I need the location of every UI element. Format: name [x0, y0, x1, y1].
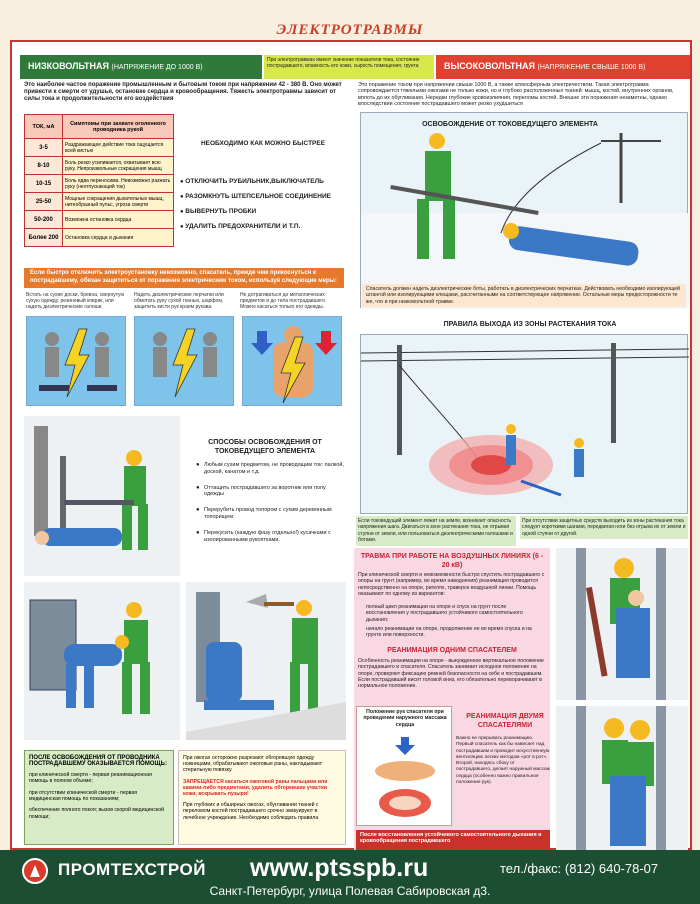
tip-boots: Встать на сухие доски, бревна, свернутую сухую одежду, резиновый коврик, или надеть диэлектрические галоши.: [26, 292, 125, 310]
after-help-box: [24, 750, 174, 845]
poster-title: ЭЛЕКТРОТРАВМЫ: [276, 22, 424, 38]
table-row: [25, 229, 174, 247]
illustration-step-zone: [360, 334, 688, 514]
one-rescuer-title: РЕАНИМАЦИЯ ОДНИМ СПАСАТЕЛЕМ: [387, 647, 517, 654]
final-banner: После восстановления устойчивого самостоятельного дыхания и кровообращения пострадавшего: [356, 830, 550, 850]
exit-right-text: При отсутствии защитных средств выходить из зоны растекания тока следует короткими шагами, передвигая ноги без отрыва их от земли и одной ступни от другой.: [520, 516, 688, 539]
illustration-axe: [186, 582, 346, 740]
burns-evac: При глубоких и обширных ожогах, обугливании тканей с переломом костей пострадавшего срочно эвакуируют в лечебное учреждение. Необходимо соблюдать правила: [183, 802, 319, 821]
exit-title: ПРАВИЛА ВЫХОДА ИЗ ЗОНЫ РАСТЕКАНИЯ ТОКА: [443, 321, 617, 328]
lines-text: При клинической смерти и невозможности быстро спустить пострадавшего с опоры на грунт (например, во время наводнения) реанимация проводится непосредственно на опоре, ригелях, траверсе воздушной линии. Помощь оказывают по одному из вариантов:: [358, 572, 545, 597]
burns-warning: ЗАПРЕЩАЕТСЯ касаться ожоговой раны пальцами или какими-либо предметами, удалять обгоревшие участки кожи, вскрывать пузыри!: [183, 778, 328, 798]
action-item: ● УДАЛИТЬ ПРЕДОХРАНИТЕЛИ И Т.П.: [180, 223, 346, 230]
one-rescuer-text: Особенность реанимации на опоре - вынужденное вертикальное положение пострадавшего и спасателя. Спасатель занимает исходное положение на опоре, проверяет фиксацию ремней безопасности на себе и пострадавшем. Если пострадавший висит головой вниз, его обязательно переворачивают в нормальное положение.: [358, 658, 544, 690]
table-row: [25, 193, 174, 211]
after-help-item: при клинической смерти - первая реанимационная помощь в полном объеме;: [29, 771, 152, 785]
high-voltage-subtitle: (НАПРЯЖЕНИЕ СВЫШЕ 1000 В): [537, 64, 646, 71]
high-intro: Это поражение током при напряжении свыше 1000 В, а также атмосферным электричеством. Такая электротравма сопровождается тяжелыми ожогами не только кожи, но и глубоко расположенных тканей: мышц, костей, внутренних органов, вплоть до их обугливания. Нередки глубокие кровоизлияния, переломы костей. Внешне эти поражения незаметны, однако впоследствии состояние пострадавшего может резко ухудшиться: [358, 82, 674, 108]
company-name: ПРОМТЕХСТРОЙ: [58, 860, 206, 879]
method-item: ● Оттащить пострадавшего за воротник или полу одежды: [196, 485, 346, 499]
table-header-symptoms: Симптомы при захвате оголенного проводника рукой: [63, 115, 174, 139]
table-row: [25, 139, 174, 157]
high-voltage-title: ВЫСОКОВОЛЬТНАЯ: [444, 61, 535, 71]
warning-banner: Если быстро отключить электроустановку невозможно, спасатель, прежде чем прикоснуться к пострадавшему, обязан защититься от поражения электрическим током, используя следующие меры:: [24, 268, 344, 288]
low-voltage-title: НИЗКОВОЛЬТНАЯ: [28, 61, 109, 71]
table-cell-symptom: Остановка сердца и дыхания: [63, 229, 174, 247]
table-cell-symptom: Боль резко усиливается, охватывает всю руку. Непроизвольные сокращения мышц: [63, 157, 174, 175]
gloves-icon: [135, 317, 235, 407]
action-item: ● ВЫВЕРНУТЬ ПРОБКИ: [180, 208, 346, 215]
two-rescuers-text: Важно не прерывать реанимацию. Первый спасатель как бы нависает над пострадавшим и проводит искусственную вентиляцию легких методом «рот в рот». Второй, находясь сбоку от пострадавшего, делает наружный массаж сердца (особенно важно правильное положение рук).: [456, 736, 550, 786]
burns-text: При ожогах осторожно разрезают обгоревшую одежду ножницами, обрабатывают ожоговые раны, накладывают стерильную повязку.: [183, 755, 323, 774]
lines-title: ТРАВМА ПРИ РАБОТЕ НА ВОЗДУШНЫХ ЛИНИЯХ (6 - 20 кВ): [360, 553, 544, 569]
illustration-pole-two: [556, 706, 688, 850]
high-voltage-header: [436, 55, 690, 79]
hands-label: Положение рук спасателя при проведении наружного массажа сердца: [363, 709, 447, 728]
two-rescuers-title: РЕАНИМАЦИЯ ДВУМЯ СПАСАТЕЛЯМИ: [466, 713, 544, 729]
hands-illustration: [356, 706, 452, 826]
table-cell-current: 25-50: [25, 193, 63, 211]
action-item: ● ОТКЛЮЧИТЬ РУБИЛЬНИК,ВЫКЛЮЧАТЕЛЬ: [180, 178, 346, 185]
after-help-item: обеспечение полного покоя; вызов скорой медицинской помощи;: [29, 807, 165, 820]
after-help-title: ПОСЛЕ ОСВОБОЖДЕНИЯ ОТ ПРОВОДНИКА ПОСТРАДАВШЕМУ ОКАЗЫВАЕТСЯ ПОМОЩЬ:: [29, 755, 167, 768]
tip-no-touch: Не дотрагиваться до металлических предметов и до тела пострадавшего. Можно касаться только его одежды.: [240, 292, 327, 310]
high-voltage-release-icon: [361, 113, 689, 309]
company-logo-icon: [22, 858, 48, 884]
release-title: ОСВОБОЖДЕНИЕ ОТ ТОКОВЕДУЩЕГО ЭЛЕМЕНТА: [422, 121, 598, 128]
address: Санкт-Петербург, улица Полевая Сабировская д3.: [209, 884, 491, 898]
clothing-icon: [243, 317, 343, 407]
table-cell-current: 50-200: [25, 211, 63, 229]
methods-title: СПОСОБЫ ОСВОБОЖДЕНИЯ ОТ ТОКОВЕДУЩЕГО ЭЛЕМЕНТА: [208, 439, 322, 455]
need-title: НЕОБХОДИМО КАК МОЖНО БЫСТРЕЕ: [200, 140, 326, 147]
burns-box: [178, 750, 346, 845]
rescue-pull-icon: [24, 582, 180, 740]
table-cell-current: 8-10: [25, 157, 63, 175]
heart-massage-icon: [357, 707, 453, 827]
tip-gloves: Надеть диэлектрические перчатки или обмотать руку сухой тканью, шарфом, защитить кисти рук краем рукава.: [134, 292, 224, 310]
illustration-insulated-stand: [26, 316, 126, 406]
table-cell-current: 10-15: [25, 175, 63, 193]
illustration-pull-stick: [24, 416, 180, 576]
method-item: ● Перекусить (каждую фазу отдельно!) кусачками с изолированными рукоятками.: [196, 530, 346, 544]
after-help-item: при отсутствии клинической смерти - первая медицинская помощь по показаниям;: [29, 789, 138, 803]
lines-item: полный цикл реанимации на опоре и спуск на грунт после восстановления у пострадавшего устойчивого самостоятельного дыхания;: [366, 604, 523, 623]
illustration-gloves: [134, 316, 234, 406]
table-cell-symptom: Возможна остановка сердца: [63, 211, 174, 229]
rescue-stick-icon: [24, 416, 180, 576]
table-cell-symptom: Боль едва переносима. Невозможно разжать руку (неотпускающий ток): [63, 175, 174, 193]
action-item: ● РАЗОМКНУТЬ ШТЕПСЕЛЬНОЕ СОЕДИНЕНИЕ: [180, 193, 346, 200]
illustration-pole-one: [556, 548, 688, 700]
insulated-stand-icon: [27, 317, 127, 407]
table-cell-current: 3-5: [25, 139, 63, 157]
illustration-pull-clothes: [24, 582, 180, 740]
low-voltage-header: [20, 55, 262, 79]
table-header-current: ТОК, мА: [25, 115, 63, 139]
exit-left-text: Если токоведущий элемент лежит на земле, возникает опасность напряжения шага. Двигаться в зоне растекания тока, не отрывая ступни от земли, или пользоваться диэлектрическими галошами и ботами.: [356, 516, 516, 546]
website-link[interactable]: www.ptsspb.ru: [250, 854, 429, 882]
release-text: Спасатель должен надеть диэлектрические боты, работать в диэлектрических перчатках. Действовать необходимо изолирующей штангой или изолирующими клещами, рассчитанными на соответствующее напряжение. Остальные меры предосторожности те же, что и при низковольтной травме.: [362, 284, 686, 307]
axe-rescue-icon: [186, 582, 346, 740]
step-zone-icon: [361, 335, 689, 515]
footer: [0, 850, 700, 904]
pole-rescue-one-icon: [556, 548, 688, 700]
illustration-clothing: [242, 316, 342, 406]
lines-item: начало реанимации на опоре, продолжение ее во время спуска и на грунте или поверхности.: [366, 626, 532, 639]
action-list: [180, 178, 346, 238]
table-header-row: [25, 115, 174, 139]
table-cell-symptom: Раздражающее действие тока ощущается всей кистью: [63, 139, 174, 157]
table-row: [25, 157, 174, 175]
methods-list: [196, 462, 346, 552]
table-row: [25, 175, 174, 193]
table-row: [25, 211, 174, 229]
phone-number: тел./факс: (812) 640-78-07: [500, 861, 659, 876]
method-item: ● Перерубить провод топором с сухим деревянным топорищем.: [196, 507, 346, 521]
mid-note: При электротравмах имеют значение показатели тока, состояние пострадавшего, влажность его кожи, сырость помещения, грунта: [264, 55, 434, 79]
table-cell-current: Более 200: [25, 229, 63, 247]
low-voltage-subtitle: (НАПРЯЖЕНИЕ ДО 1000 В): [111, 64, 203, 71]
current-table: [24, 114, 174, 247]
table-cell-symptom: Мощные сокращения дыхательных мышц, нитеобразный пульс, угроза смерти: [63, 193, 174, 211]
pole-rescue-two-icon: [556, 706, 688, 850]
low-intro: Это наиболее частое поражение промышленным и бытовым током при напряжении 42 - 380 В. Оно может привести к смерти от удушья, остановке сердца и кровообращения. Тяжесть электротравмы зависит от силы тока и продолжительности его воздействия: [24, 82, 342, 102]
illustration-high-release: [360, 112, 688, 308]
method-item: ● Любым сухим предметом, не проводящим ток: палкой, доской, канатом и т.д.: [196, 462, 346, 476]
